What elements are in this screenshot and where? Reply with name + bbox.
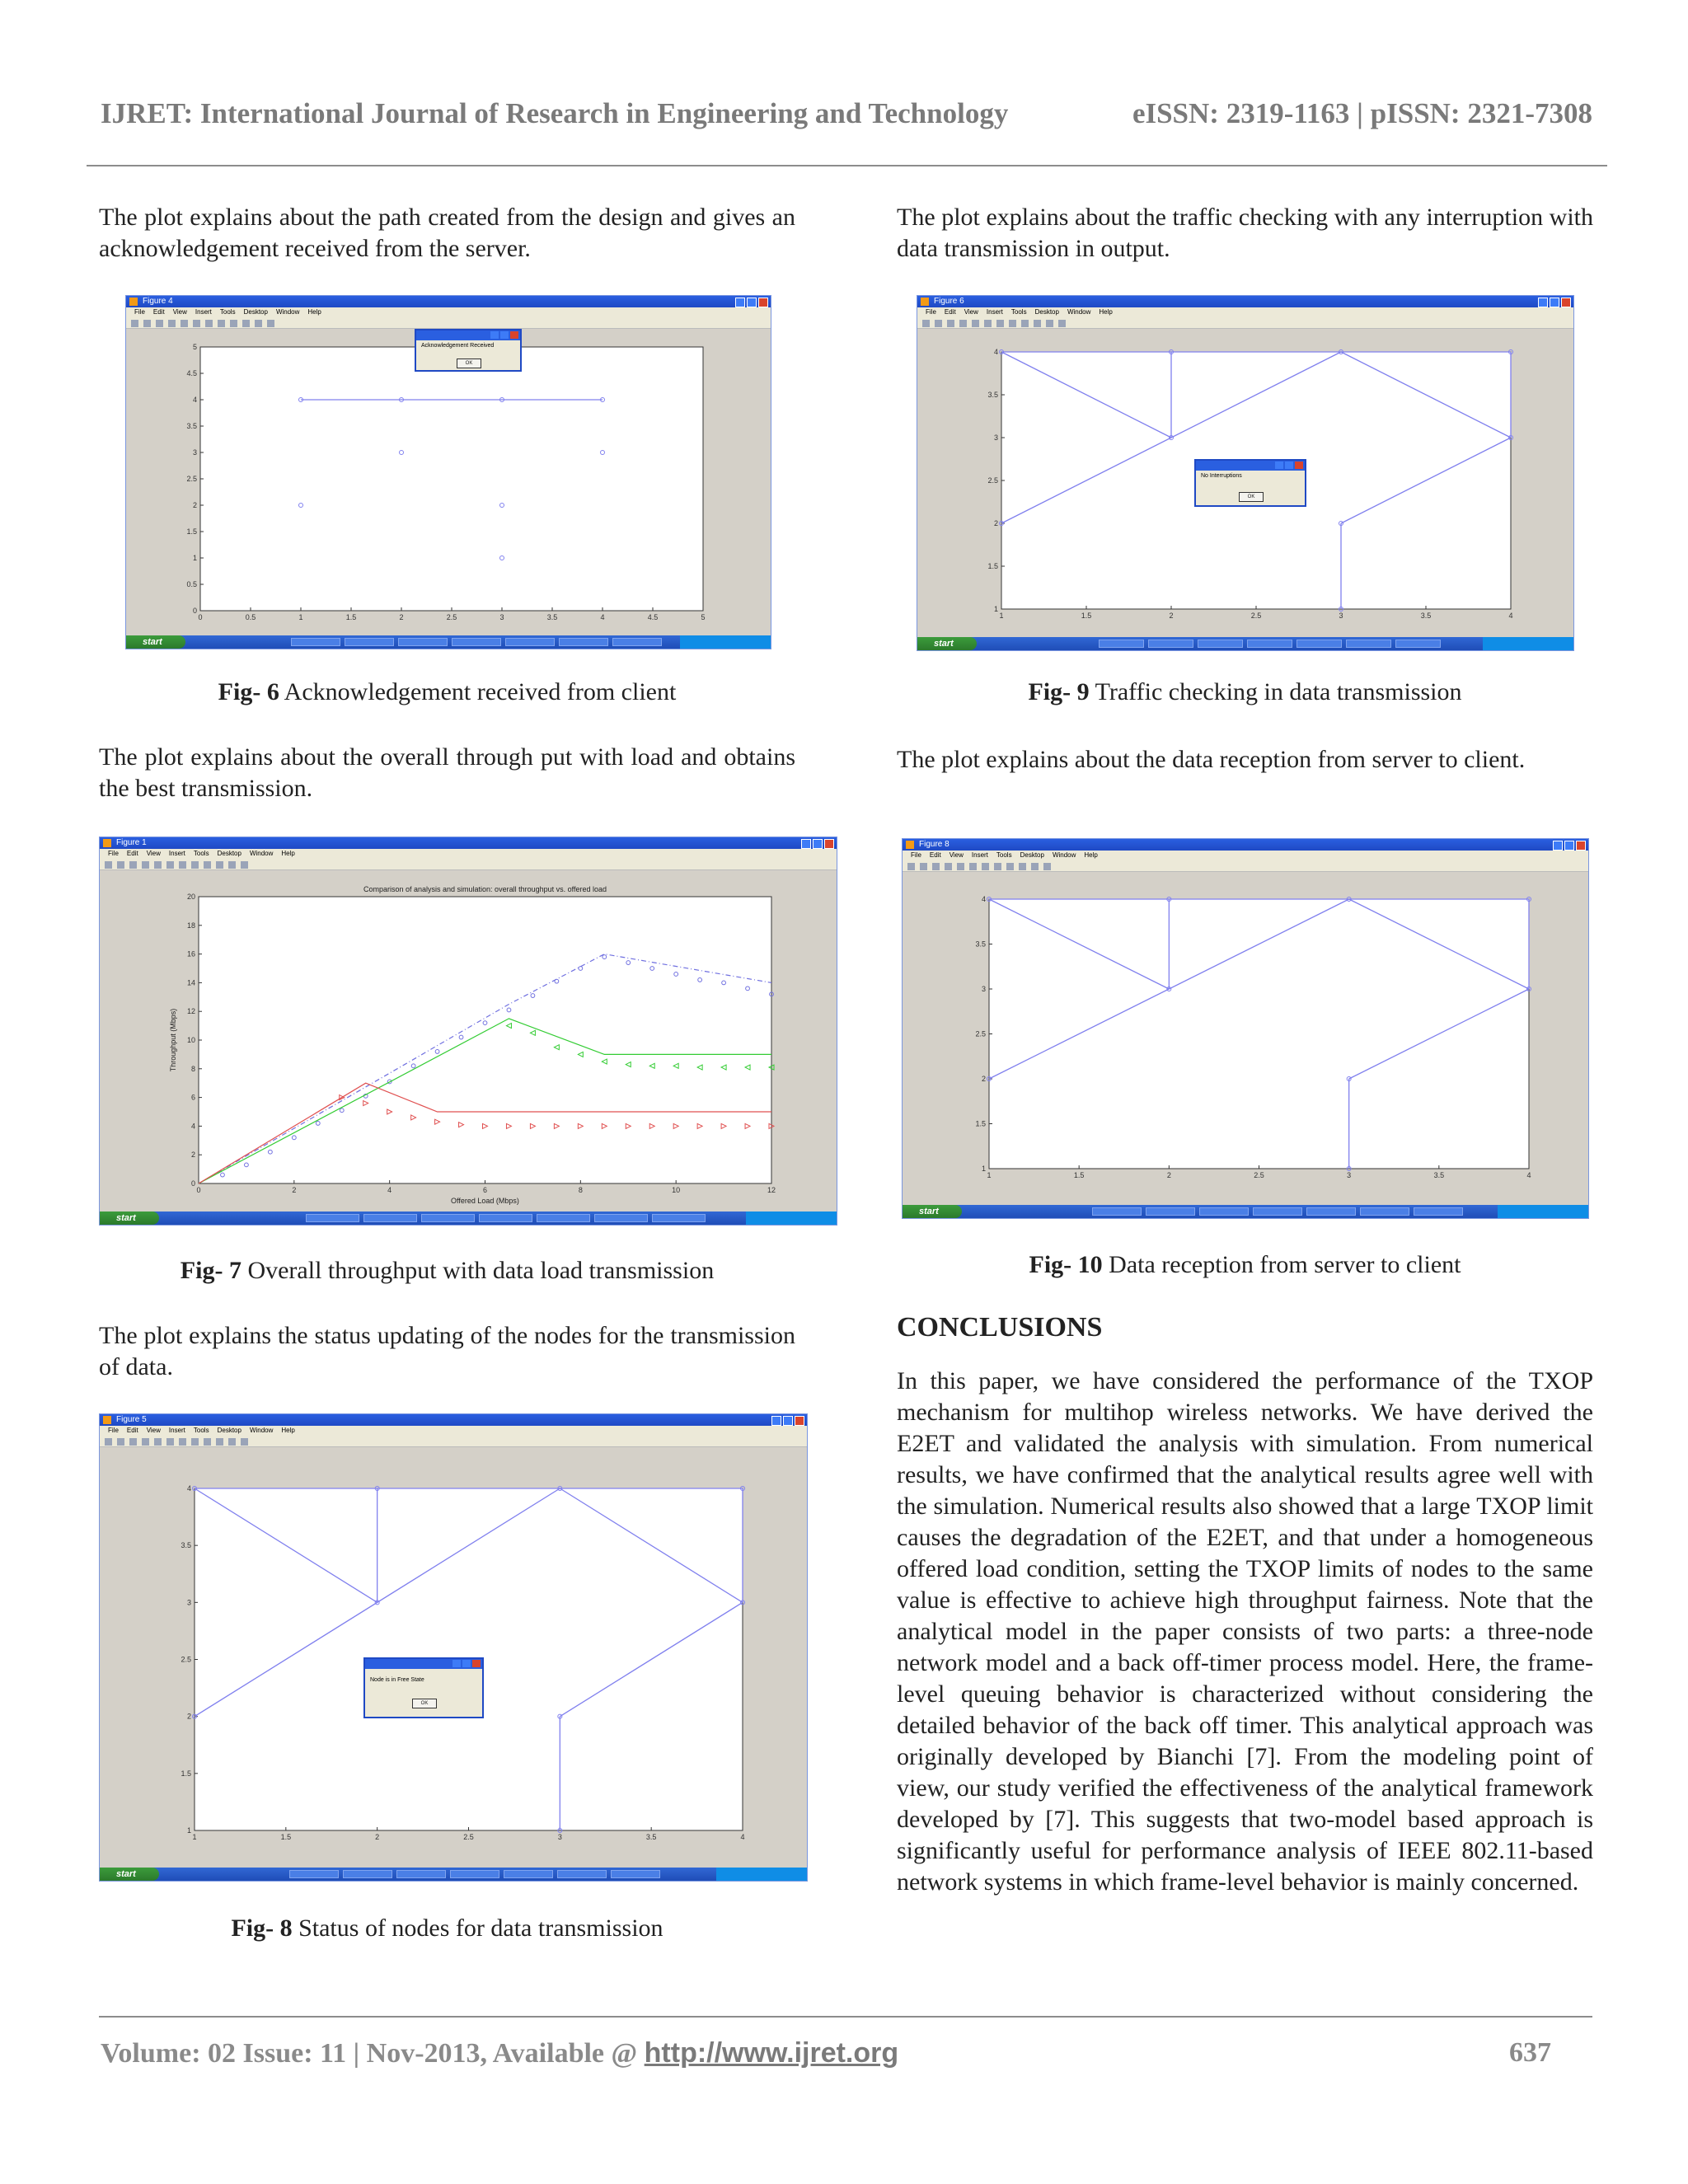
window-title: Figure 4	[143, 297, 173, 306]
y-tick-label: 4	[190, 1122, 195, 1131]
x-tick-label: 3.5	[645, 1833, 657, 1841]
ack-dialog	[415, 329, 522, 372]
start-button: start	[100, 1212, 159, 1225]
start-button: start	[903, 1205, 962, 1218]
volume-info: Volume: 02 Issue: 11 | Nov-2013, Available @	[101, 2038, 645, 2069]
caption-label: Fig- 6	[218, 678, 279, 705]
menu-item: Tools	[193, 850, 209, 857]
menu-item: Edit	[944, 308, 956, 316]
y-tick-label: 14	[186, 978, 195, 987]
x-tick-label: 4	[1526, 1171, 1531, 1179]
y-tick-label: 16	[186, 949, 195, 958]
figure-8-screenshot	[99, 1413, 808, 1882]
dialog-message: Node is in Free State	[370, 1677, 424, 1683]
y-tick-label: 1	[192, 554, 197, 562]
caption-fig7	[99, 1257, 795, 1285]
y-tick-label: 1.5	[181, 1769, 191, 1778]
system-tray	[680, 635, 771, 649]
x-tick-label: 2	[292, 1186, 297, 1194]
x-tick-label: 4	[1508, 612, 1513, 620]
y-tick-label: 18	[186, 921, 195, 930]
y-tick-label: 3	[981, 985, 986, 993]
journal-link[interactable]: http://www.ijret.org	[644, 2037, 899, 2069]
menu-item: View	[146, 1427, 161, 1434]
x-tick-label: 3.5	[546, 613, 558, 621]
caption-label: Fig- 7	[180, 1257, 241, 1284]
y-tick-label: 3.5	[181, 1541, 191, 1550]
y-tick-label: 1	[993, 605, 998, 613]
menu-item: Edit	[126, 850, 138, 857]
figure-7-screenshot	[99, 837, 837, 1226]
y-tick-label: 4	[981, 895, 986, 903]
y-tick-label: 2	[190, 1151, 195, 1160]
menu-item: View	[146, 850, 161, 857]
taskbar	[917, 637, 1573, 650]
x-tick-label: 1.5	[1081, 612, 1092, 620]
running-footer	[101, 2037, 1551, 2069]
plot-area	[199, 897, 771, 1183]
menu-item: Desktop	[1034, 308, 1059, 316]
close-icon	[472, 1660, 481, 1667]
menu-item: View	[964, 308, 978, 316]
menu-item: Desktop	[243, 308, 268, 316]
menu-item: Window	[249, 850, 274, 857]
x-tick-label: 1	[298, 613, 303, 621]
caption-label: Fig- 9	[1028, 678, 1090, 705]
x-tick-label: 1.5	[1073, 1171, 1085, 1179]
close-icon	[510, 331, 518, 339]
y-tick-label: 8	[190, 1064, 195, 1073]
y-tick-label: 2.5	[186, 475, 197, 483]
menu-item: File	[134, 308, 145, 316]
page-number: 637	[1509, 2037, 1551, 2068]
x-tick-label: 2.5	[446, 613, 457, 621]
y-tick-label: 0.5	[186, 580, 197, 588]
y-tick-label: 4	[192, 396, 197, 404]
x-tick-label: 5	[701, 613, 706, 621]
paragraph-fig6-intro: The plot explains about the path created from the design and gives an acknowledgement received from the server.	[99, 204, 795, 262]
menu-item: Insert	[971, 851, 988, 859]
x-tick-label: 1	[999, 612, 1004, 620]
menu-item: Help	[1099, 308, 1113, 316]
y-tick-label: 2	[981, 1075, 986, 1083]
caption-label: Fig- 10	[1029, 1251, 1103, 1278]
x-tick-label: 2.5	[463, 1833, 474, 1841]
menu-item: Window	[1052, 851, 1076, 859]
menu-item: Help	[1084, 851, 1098, 859]
y-axis-label: Throughput (Mbps)	[169, 1008, 177, 1072]
menu-item: Desktop	[1020, 851, 1044, 859]
x-tick-label: 2	[1169, 612, 1174, 620]
x-tick-label: 0.5	[245, 613, 256, 621]
caption-text: Data reception from server to client	[1102, 1251, 1461, 1278]
system-tray	[1483, 637, 1573, 650]
system-tray	[746, 1212, 837, 1225]
issn: eISSN: 2319-1163 | pISSN: 2321-7308	[1132, 97, 1592, 129]
footer-rule	[99, 2016, 1592, 2018]
paragraph-fig10-intro: The plot explains about the data reception from server to client.	[897, 746, 1526, 773]
y-tick-label: 3.5	[987, 391, 998, 399]
system-tray	[716, 1868, 807, 1881]
caption-fig6	[99, 678, 795, 706]
window-title: Figure 1	[116, 838, 147, 847]
caption-text: Status of nodes for data transmission	[292, 1915, 663, 1942]
dialog-message: No Interruptions	[1201, 473, 1242, 479]
close-icon	[1295, 462, 1303, 469]
y-tick-label: 10	[186, 1036, 195, 1044]
caption-text: Acknowledgement received from client	[279, 678, 677, 705]
chart-title: Comparison of analysis and simulation: overall throughput vs. offered load	[363, 885, 607, 893]
caption-text: Traffic checking in data transmission	[1089, 678, 1462, 705]
y-tick-label: 2.5	[987, 476, 998, 485]
y-tick-label: 1.5	[186, 527, 197, 536]
menu-item: Tools	[193, 1427, 209, 1434]
x-tick-label: 4	[387, 1186, 392, 1194]
x-tick-label: 2.5	[1254, 1171, 1264, 1179]
menu-item: Insert	[986, 308, 1003, 316]
caption-fig9	[897, 678, 1593, 706]
conclusions-paragraph: In this paper, we have considered the performance of the TXOP mechanism for multihop wireless networks. We have derived the E2ET and validated the analysis with simulation. From numerical results, we have confirmed that the analytical results agree well with the simulation. Numerical results also showed that a large TXOP limit causes the degradation of the E2ET, and that under a homogeneous offered load condition, setting the TXOP limits of nodes to the same value is effective to achieve high throughput fairness. Note that the analytical model in the paper consists of two parts: a three-node network model and a back off-timer process model. Here, the frame-level queuing behavior is characterized without considering the detailed behavior of the back off timer. This analytical approach was originally developed by Bianchi [7]. From the modeling point of view, our study verified the effectiveness of the analytical framework developed by [7]. This suggests that two-model based approach is significantly useful for performance analysis of IEEE 802.11-based network systems in which frame-level behavior is mainly concerned.	[897, 1367, 1593, 1896]
figure-8-plot	[100, 1414, 807, 1881]
x-tick-label: 3	[1347, 1171, 1352, 1179]
paragraph-fig8-intro: The plot explains the status updating of the nodes for the transmission of data.	[99, 1322, 795, 1380]
menu-item: Tools	[219, 308, 236, 316]
menu-item: Insert	[195, 308, 212, 316]
node-status-dialog	[363, 1657, 484, 1718]
menu-item: Help	[281, 1427, 295, 1434]
x-tick-label: 12	[767, 1186, 776, 1194]
menu-item: Help	[281, 850, 295, 857]
window-title: Figure 6	[934, 297, 964, 306]
menu-item: Tools	[996, 851, 1012, 859]
paragraph-fig7-intro: The plot explains about the overall through put with load and obtains the best transmission.	[99, 743, 795, 802]
figure-7-plot	[100, 837, 837, 1225]
dialog-message: Acknowledgement Received	[421, 343, 495, 349]
x-tick-label: 3.5	[1420, 612, 1432, 620]
y-tick-label: 3	[192, 448, 197, 457]
x-tick-label: 10	[672, 1186, 681, 1194]
plot-area	[200, 347, 703, 611]
menu-item: Desktop	[217, 1427, 241, 1434]
section-heading-conclusions: CONCLUSIONS	[897, 1312, 1103, 1343]
taskbar	[100, 1212, 837, 1225]
figure-6-screenshot	[125, 295, 771, 649]
ok-button: OK	[1239, 492, 1264, 502]
x-tick-label: 0	[196, 1186, 201, 1194]
taskbar	[126, 635, 771, 649]
system-tray	[1498, 1205, 1588, 1218]
menu-item: Help	[307, 308, 321, 316]
x-tick-label: 2	[375, 1833, 380, 1841]
x-tick-label: 8	[578, 1186, 583, 1194]
y-tick-label: 1	[981, 1165, 986, 1173]
menu-item: File	[108, 850, 119, 857]
menu-item: Window	[249, 1427, 274, 1434]
start-button: start	[917, 637, 977, 650]
ok-button: OK	[412, 1699, 437, 1708]
caption-text: Overall throughput with data load transmission	[241, 1257, 715, 1284]
y-tick-label: 2	[993, 519, 998, 527]
ok-button: OK	[457, 359, 481, 368]
y-tick-label: 4	[186, 1484, 191, 1493]
header-rule	[87, 165, 1607, 166]
menu-item: File	[108, 1427, 119, 1434]
menu-item: File	[926, 308, 936, 316]
y-tick-label: 2.5	[181, 1655, 191, 1664]
y-tick-label: 3.5	[975, 940, 986, 949]
y-tick-label: 2.5	[975, 1029, 986, 1038]
x-tick-label: 4	[740, 1833, 745, 1841]
menu-item: Tools	[1010, 308, 1027, 316]
menu-item: View	[172, 308, 187, 316]
menu-item: Insert	[168, 850, 185, 857]
menu-item: Desktop	[217, 850, 241, 857]
y-tick-label: 0	[190, 1179, 195, 1188]
window-title: Figure 8	[919, 840, 950, 849]
journal-name: IJRET: International Journal of Research in Engineering and Technology	[101, 97, 1009, 129]
y-tick-label: 6	[190, 1093, 195, 1102]
window-title: Figure 5	[116, 1415, 147, 1424]
x-tick-label: 4.5	[647, 613, 659, 621]
x-tick-label: 6	[482, 1186, 488, 1194]
interruption-dialog	[1194, 459, 1306, 507]
figure-9-screenshot	[917, 295, 1574, 651]
menu-item: Insert	[168, 1427, 185, 1434]
x-tick-label: 1.5	[280, 1833, 292, 1841]
menu-item: Edit	[126, 1427, 138, 1434]
y-tick-label: 3	[186, 1598, 191, 1607]
y-tick-label: 1.5	[987, 562, 998, 570]
x-tick-label: 1	[192, 1833, 197, 1841]
taskbar	[903, 1205, 1588, 1218]
y-tick-label: 4	[993, 348, 998, 356]
x-tick-label: 3	[499, 613, 504, 621]
x-tick-label: 2	[399, 613, 404, 621]
paragraph-fig9-intro: The plot explains about the traffic checking with any interruption with data transmission in output.	[897, 204, 1593, 262]
x-tick-label: 3.5	[1433, 1171, 1445, 1179]
figure-10-plot	[903, 839, 1588, 1218]
caption-fig8	[99, 1915, 795, 1943]
y-tick-label: 2	[186, 1712, 191, 1721]
y-tick-label: 1.5	[975, 1119, 986, 1128]
menu-item: View	[949, 851, 964, 859]
x-tick-label: 0	[198, 613, 203, 621]
y-tick-label: 3.5	[186, 422, 197, 430]
figure-10-screenshot	[902, 838, 1589, 1219]
running-header	[101, 97, 1592, 130]
start-button: start	[126, 635, 185, 649]
x-tick-label: 2.5	[1250, 612, 1262, 620]
x-tick-label: 1.5	[345, 613, 357, 621]
start-button: start	[100, 1868, 159, 1881]
y-tick-label: 5	[192, 343, 197, 351]
menu-item: Window	[275, 308, 300, 316]
y-tick-label: 2	[192, 501, 197, 509]
menu-item: Window	[1067, 308, 1091, 316]
y-tick-label: 12	[186, 1007, 195, 1016]
y-tick-label: 4.5	[186, 369, 197, 377]
y-tick-label: 20	[186, 893, 195, 901]
x-tick-label: 3	[1339, 612, 1343, 620]
y-tick-label: 0	[192, 607, 197, 615]
menu-item: File	[911, 851, 921, 859]
caption-fig10	[897, 1251, 1593, 1279]
x-tick-label: 3	[557, 1833, 562, 1841]
x-axis-label: Offered Load (Mbps)	[451, 1197, 519, 1205]
caption-label: Fig- 8	[231, 1915, 293, 1942]
x-tick-label: 2	[1166, 1171, 1171, 1179]
taskbar	[100, 1868, 807, 1881]
x-tick-label: 4	[600, 613, 605, 621]
x-tick-label: 1	[987, 1171, 992, 1179]
y-tick-label: 3	[993, 434, 998, 442]
menu-item: Edit	[152, 308, 165, 316]
menu-item: Edit	[929, 851, 941, 859]
y-tick-label: 1	[186, 1826, 191, 1835]
